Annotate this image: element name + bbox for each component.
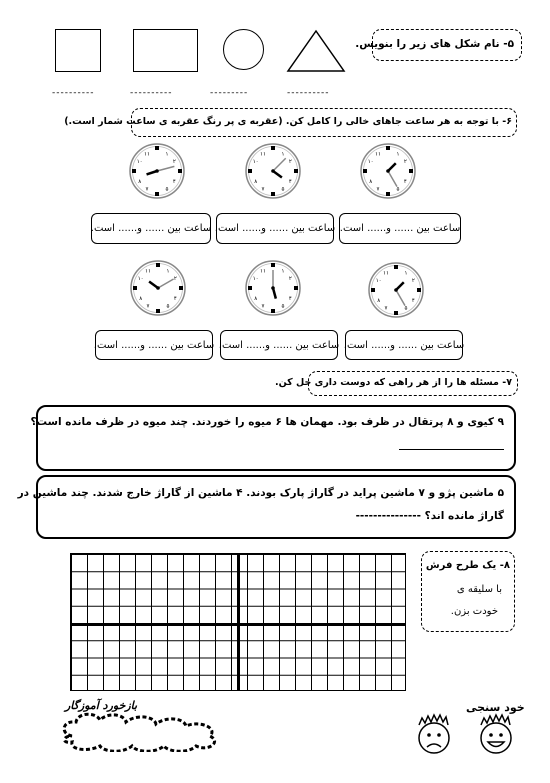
sad-face-icon[interactable] [411,711,457,757]
clock-numeral: ۱۱ [144,151,150,158]
clock-numeral: ۴ [173,296,177,302]
triangle-shape [286,29,346,73]
clock-face [359,142,417,200]
clock-numeral: ۱۱ [260,151,266,158]
clock-numeral: ۸ [139,296,143,302]
clock-numeral: ۵ [165,186,169,193]
clock-numeral: ۱ [404,270,408,277]
clock-face [244,142,302,200]
clock-numeral: ۷ [376,186,380,193]
clock-tick [386,192,390,196]
clock-numeral: ۱۱ [145,268,151,275]
question-8-line1: ۸- یک طرح فرش [425,560,510,571]
rectangle-shape [133,29,198,72]
clock-center [386,169,390,173]
problem-1-box [30,405,516,471]
clock-tick [409,169,413,173]
clock-tick [363,169,367,173]
question-8-line3: خودت بزن. [450,606,498,617]
problem-1-text: ۹ کیوی و ۸ پرتقال در ظرف بود. مهمان ها ۶ میوه را خوردند. چند میوه در ظرف مانده است؟ [30,416,504,428]
clock-numeral: ۸ [369,179,373,185]
clock-numeral: ۵ [281,186,285,193]
clock-numeral: ۱۱ [375,151,381,158]
clock-tick [417,288,421,292]
clock-numeral: ۵ [281,303,285,310]
clock-numeral: ۸ [138,179,142,185]
question-8-line2: با سلیقه ی [456,584,502,595]
clock-numeral: ۱ [396,151,400,158]
clock-numeral: ۵ [396,186,400,193]
question-5-text: ۵- نام شکل های زیر را بنویس. [355,38,514,50]
clock-numeral: ۷ [146,303,150,310]
clock-face [244,259,302,317]
clock-numeral: ۱۰ [252,159,259,165]
clock-numeral: ۱۱ [383,270,389,277]
clock-tick [133,286,137,290]
clock-numeral: ۷ [261,186,265,193]
clock-face [128,142,186,200]
clock-tick [386,146,390,150]
time-answer-box[interactable]: ساعت بین ...... و...... است. [345,330,463,360]
square-shape [55,29,101,72]
question-6-text: ۶- با توجه به هر ساعت جاهای خالی را کامل کن. (عقربه ی پر رنگ عقربه ی ساعت شمار است.) [64,116,512,127]
clock-numeral: ۱ [281,151,285,158]
clock-tick [271,146,275,150]
answer-blank[interactable]: --------- [210,88,249,98]
clock-tick [156,309,160,313]
clock-face [129,259,187,317]
clock-numeral: ۸ [254,179,258,185]
clock-numeral: ۲ [288,276,292,282]
clock-tick [156,263,160,267]
clock-center [156,286,160,290]
time-answer-box[interactable]: ساعت بین ...... و...... است. [220,330,338,360]
clock-numeral: ۱ [166,268,170,275]
clock-numeral: ۱۰ [136,159,143,165]
clock-numeral: ۱۰ [367,159,374,165]
clock-numeral: ۴ [403,179,407,185]
clock-numeral: ۲ [403,159,407,165]
question-7-text: ۷- مسئله ها را از هر راهی که دوست داری حل کن. [274,377,512,388]
clock-numeral: ۴ [288,179,292,185]
clock-tick [394,311,398,315]
problem-2-box [17,475,516,539]
clock-tick [179,286,183,290]
clock-tick [294,169,298,173]
clock-numeral: ۱ [281,268,285,275]
time-answer-box[interactable]: ساعت بین ...... و...... است. [216,213,334,244]
clock-tick [271,192,275,196]
clock-tick [271,263,275,267]
grid-horizontal-axis [70,623,406,626]
clock-numeral: ۲ [173,276,177,282]
answer-blank[interactable]: ---------- [130,88,173,98]
answer-blank[interactable]: ---------- [52,88,95,98]
clock-numeral: ۴ [288,296,292,302]
clock-numeral: ۵ [166,303,170,310]
teacher-feedback-label: بازخورد آموزگار [65,699,138,712]
self-assessment-label: خود سنجی [466,701,525,714]
clock-numeral: ۷ [261,303,265,310]
circle-shape [223,29,264,70]
clock-numeral: ۲ [288,159,292,165]
clock-numeral: ۵ [404,305,408,312]
clock-center [271,169,275,173]
clock-tick [294,286,298,290]
clock-tick [248,286,252,290]
clock-numeral: ۴ [172,179,176,185]
clock-numeral: ۸ [254,296,258,302]
clock-numeral: ۱۰ [252,276,259,282]
clock-tick [371,288,375,292]
clock-numeral: ۷ [145,186,149,193]
clock-face [367,261,425,319]
time-answer-box[interactable]: ساعت بین ...... و...... است. [91,213,211,244]
clock-center [271,286,275,290]
clock-center [155,169,159,173]
clock-numeral: ۲ [411,278,415,284]
feedback-cloud[interactable] [58,710,228,752]
time-answer-box[interactable]: ساعت بین ...... و...... است. [339,213,461,244]
answer-blank[interactable]: ---------- [287,88,330,98]
clock-numeral: ۱۱ [260,268,266,275]
clock-numeral: ۱۰ [137,276,144,282]
clock-numeral: ۸ [377,298,381,304]
clock-tick [394,265,398,269]
clock-numeral: ۷ [384,305,388,312]
clock-numeral: ۱۰ [375,278,382,284]
clock-numeral: ۴ [411,298,415,304]
problem-2-text-line2: گاراژ مانده اند؟ --------------- [355,510,504,522]
clock-tick [132,169,136,173]
clock-tick [155,146,159,150]
clock-tick [271,309,275,313]
clock-tick [248,169,252,173]
happy-face-icon[interactable] [473,711,519,757]
problem-2-text-line1: ۵ ماشین پژو و ۷ ماشین پراید در گاراژ پارک بودند. ۴ ماشین از گاراژ خارج شدند. چند ماشین در [17,487,504,499]
clock-center [394,288,398,292]
clock-numeral: ۱ [165,151,169,158]
clock-numeral: ۲ [172,159,176,165]
grid-vertical-axis [237,553,240,691]
clock-tick [178,169,182,173]
clock-tick [155,192,159,196]
answer-line[interactable] [399,449,504,450]
time-answer-box[interactable]: ساعت بین ...... و...... است. [95,330,213,360]
